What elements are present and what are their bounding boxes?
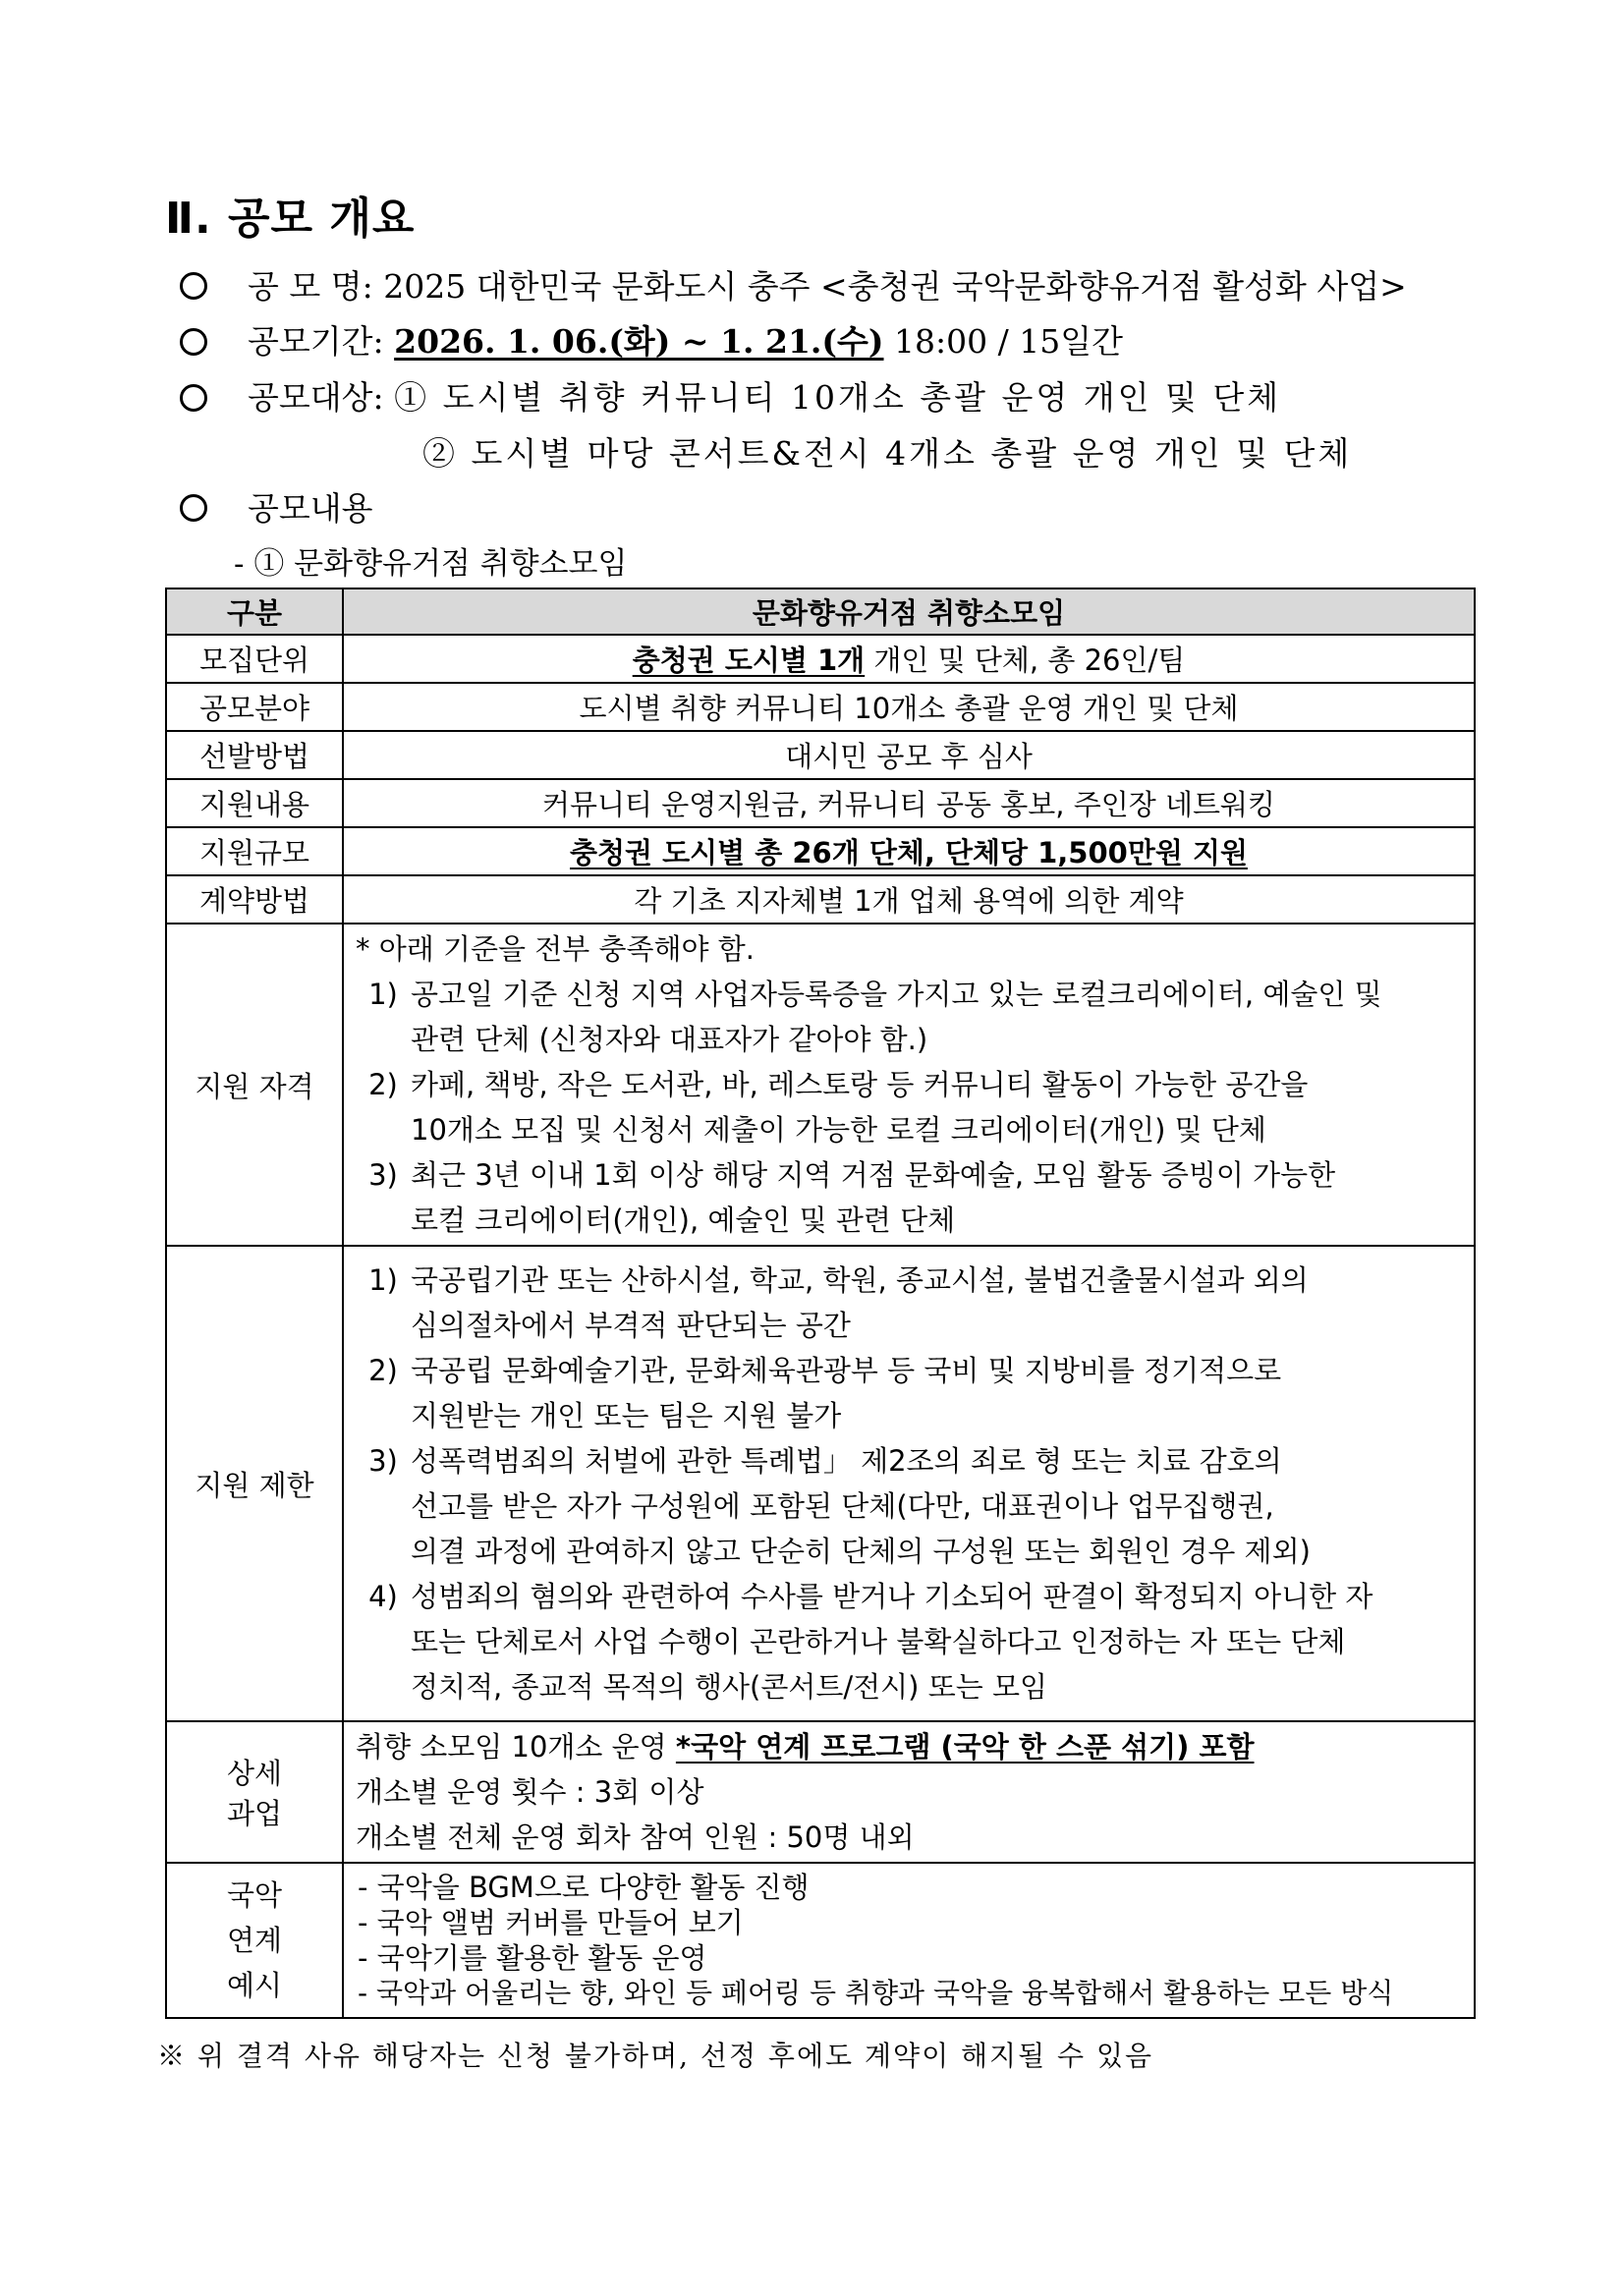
item-number: 1) xyxy=(368,978,398,1011)
list-item-continued: 10개소 모집 및 신청서 제출이 가능한 로컬 크리에이터(개인) 및 단체 xyxy=(411,1113,1266,1147)
item-text: 카페, 책방, 작은 도서관, 바, 레스토랑 등 커뮤니티 활동이 가능한 공간을 xyxy=(411,1068,1309,1101)
item-text: 성범죄의 혐의와 관련하여 수사를 받거나 기소되어 판결이 확정되지 아니한 자 xyxy=(411,1580,1373,1613)
list-item xyxy=(344,1258,1474,1303)
list-item-continued: 의결 과정에 관여하지 않고 단순히 단체의 구성원 또는 회원인 경우 제외) xyxy=(411,1535,1311,1568)
list-item xyxy=(344,1438,1474,1484)
table-row xyxy=(166,875,1475,924)
header-category: 구분 xyxy=(166,588,343,635)
task-text: 취향 소모임 10개소 운영 xyxy=(356,1730,676,1764)
row-label xyxy=(166,1721,343,1863)
eligibility-intro: * 아래 기준을 전부 충족해야 함. xyxy=(356,932,755,966)
contest-target-2: ② 도시별 마당 콘서트&전시 4개소 총괄 운영 개인 및 단체 xyxy=(422,434,1353,473)
scale-value-text: 충청권 도시별 총 26개 단체, 단체당 1,500만원 지원 xyxy=(569,836,1248,869)
row-label-line: 상세 xyxy=(226,1757,283,1790)
contest-name-label: 공 모 명: xyxy=(248,267,373,306)
contest-target-1: ① 도시별 취향 커뮤니티 10개소 총괄 운영 개인 및 단체 xyxy=(394,378,1282,417)
eligibility-cell xyxy=(343,924,1475,1246)
row-label: 지원규모 xyxy=(166,827,343,875)
list-item-continued: 심의절차에서 부격적 판단되는 공간 xyxy=(411,1309,851,1342)
item-text: 공고일 기준 신청 지역 사업자등록증을 가지고 있는 로컬크리에이터, 예술인 및 xyxy=(411,978,1382,1011)
example-item: - 국악과 어울리는 향, 와인 등 페어링 등 취향과 국악을 융복합해서 활용하는 모든 방식 xyxy=(358,1977,1394,2009)
unit-rest-text: 개인 및 단체, 총 26인/팀 xyxy=(865,644,1186,677)
list-item xyxy=(344,1574,1474,1619)
table-row xyxy=(166,1246,1475,1721)
item-text: 성폭력범죄의 처벌에 관한 특례법」 제2조의 죄로 형 또는 치료 감호의 xyxy=(411,1444,1282,1478)
row-value: 커뮤니티 운영지원금, 커뮤니티 공동 홍보, 주인장 네트워킹 xyxy=(343,779,1475,827)
contest-period-line xyxy=(248,316,1123,363)
item-text: 국공립 문화예술기관, 문화체육관광부 등 국비 및 지방비를 정기적으로 xyxy=(411,1354,1282,1387)
tasks-cell xyxy=(343,1721,1475,1863)
row-value: 도시별 취향 커뮤니티 10개소 총괄 운영 개인 및 단체 xyxy=(343,683,1475,731)
circle-bullet-icon xyxy=(180,272,207,300)
contest-name-value: 2025 대한민국 문화도시 충주 <충청권 국악문화향유거점 활성화 사업> xyxy=(383,267,1407,306)
row-label: 지원내용 xyxy=(166,779,343,827)
item-number: 2) xyxy=(368,1354,398,1387)
item-text: 국공립기관 또는 산하시설, 학교, 학원, 종교시설, 불법건출물시설과 외의 xyxy=(411,1263,1309,1297)
item-number: 3) xyxy=(368,1444,398,1478)
contest-sub-item: - ① 문화향유거점 취향소모임 xyxy=(234,546,628,582)
row-label: 지원 제한 xyxy=(166,1246,343,1721)
list-item xyxy=(344,972,1474,1017)
circle-bullet-icon xyxy=(180,328,207,356)
unit-bold-text: 충청권 도시별 1개 xyxy=(632,644,866,677)
contest-target-line-1 xyxy=(248,372,1281,419)
row-label: 계약방법 xyxy=(166,875,343,924)
row-label: 선발방법 xyxy=(166,731,343,779)
table-header-row xyxy=(166,588,1475,635)
row-label: 공모분야 xyxy=(166,683,343,731)
list-item xyxy=(344,1348,1474,1393)
list-item-continued: 로컬 크리에이터(개인), 예술인 및 관련 단체 xyxy=(411,1204,956,1237)
table-row xyxy=(166,1721,1475,1863)
table-row xyxy=(166,683,1475,731)
circle-bullet-icon xyxy=(180,384,207,412)
row-label-line: 과업 xyxy=(226,1797,283,1830)
list-item-continued: 지원받는 개인 또는 팀은 지원 불가 xyxy=(411,1399,842,1432)
list-item-continued: 관련 단체 (신청자와 대표자가 같아야 함.) xyxy=(411,1023,928,1056)
task-line: 개소별 운영 횟수 : 3회 이상 xyxy=(356,1775,704,1809)
item-number: 2) xyxy=(368,1068,398,1101)
contest-content-label: 공모내용 xyxy=(248,489,373,528)
contest-target-label: 공모대상: xyxy=(248,378,384,417)
row-value xyxy=(343,635,1475,683)
contest-period-time: 18:00 / 15일간 xyxy=(883,322,1123,361)
row-label: 모집단위 xyxy=(166,635,343,683)
row-label-line: 예시 xyxy=(226,1969,283,2002)
contest-period-label: 공모기간: xyxy=(248,322,384,361)
item-number: 3) xyxy=(368,1158,398,1192)
example-item: - 국악을 BGM으로 다양한 활동 진행 xyxy=(358,1871,810,1904)
table-row xyxy=(166,731,1475,779)
list-item xyxy=(344,1062,1474,1107)
item-number: 4) xyxy=(368,1580,398,1613)
restriction-cell xyxy=(343,1246,1475,1721)
table-row xyxy=(166,635,1475,683)
row-value: 대시민 공모 후 심사 xyxy=(343,731,1475,779)
row-label xyxy=(166,1863,343,2018)
item-number: 1) xyxy=(368,1263,398,1297)
contest-name-line xyxy=(248,261,1407,308)
row-label-line: 국악 xyxy=(226,1878,283,1912)
examples-cell xyxy=(343,1863,1475,2018)
list-item-continued: 선고를 받은 자가 구성원에 포함된 단체(다만, 대표권이나 업무집행권, xyxy=(411,1489,1274,1523)
table-row xyxy=(166,1863,1475,2018)
circle-bullet-icon xyxy=(180,494,207,522)
table-row xyxy=(166,924,1475,1246)
footnote: ※ 위 결격 사유 해당자는 신청 불가하며, 선정 후에도 계약이 해지될 수 있음 xyxy=(157,2040,1154,2072)
row-label-line: 연계 xyxy=(226,1924,283,1957)
item-text: 최근 3년 이내 1회 이상 해당 지역 거점 문화예술, 모임 활동 증빙이 가능한 xyxy=(411,1158,1336,1192)
header-program: 문화향유거점 취향소모임 xyxy=(343,588,1475,635)
task-bold-text: *국악 연계 프로그램 (국악 한 스푼 섞기) 포함 xyxy=(675,1730,1255,1764)
example-item: - 국악 앨범 커버를 만들어 보기 xyxy=(358,1906,744,1939)
recruitment-table xyxy=(165,588,1476,2019)
row-value xyxy=(343,827,1475,875)
table-row xyxy=(166,827,1475,875)
list-item-continued: 또는 단체로서 사업 수행이 곤란하거나 불확실하다고 인정하는 자 또는 단체 xyxy=(411,1625,1346,1658)
row-value: 각 기초 지자체별 1개 업체 용역에 의한 계약 xyxy=(343,875,1475,924)
table-row xyxy=(166,779,1475,827)
row-label: 지원 자격 xyxy=(166,924,343,1246)
section-title: Ⅱ. 공모 개요 xyxy=(165,194,416,244)
example-item: - 국악기를 활용한 활동 운영 xyxy=(358,1941,707,1975)
task-line xyxy=(344,1724,1474,1769)
list-item-continued: 정치적, 종교적 목적의 행사(콘서트/전시) 또는 모임 xyxy=(411,1670,1047,1704)
list-item xyxy=(344,1152,1474,1198)
task-line: 개소별 전체 운영 회차 참여 인원 : 50명 내외 xyxy=(356,1820,915,1854)
contest-period-dates: 2026. 1. 06.(화) ~ 1. 21.(수) xyxy=(394,322,884,361)
